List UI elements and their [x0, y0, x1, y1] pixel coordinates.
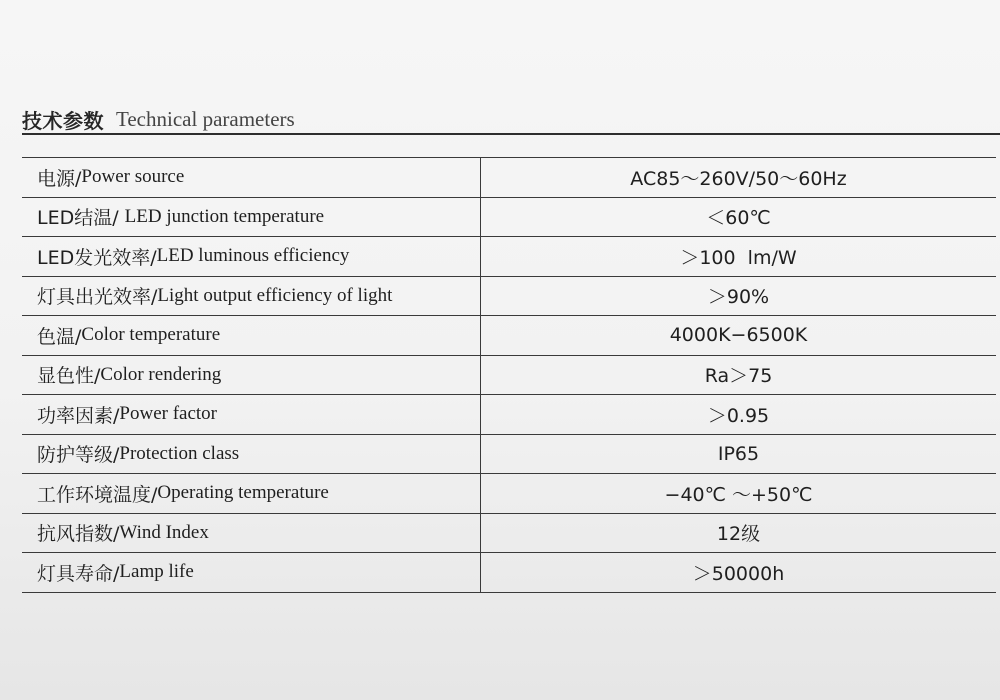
- table-row: [22, 277, 996, 317]
- table-row: [22, 474, 996, 514]
- parameter-label: [22, 514, 481, 553]
- table-row: [22, 514, 996, 554]
- heading-title-cn: 技术参数: [22, 108, 104, 133]
- label-en: Lamp life: [119, 561, 194, 583]
- label-cn: 显色性/: [37, 365, 101, 388]
- technical-parameters-table: [22, 157, 996, 593]
- table-row: [22, 356, 996, 396]
- parameter-label: [22, 474, 481, 513]
- label-cn: 防护等级/: [37, 444, 120, 467]
- parameter-label: [22, 158, 481, 197]
- parameter-value: AC85～260V/50～60Hz: [630, 167, 847, 190]
- parameter-value: Ra＞75: [704, 365, 773, 388]
- heading-divider: [22, 133, 1000, 135]
- label-en: Power factor: [119, 403, 218, 425]
- parameter-label: [22, 553, 481, 592]
- label-cn: 功率因素/: [37, 404, 120, 427]
- label-en: Wind Index: [119, 521, 209, 543]
- table-row: [22, 553, 996, 593]
- parameter-value: ＞90%: [707, 286, 770, 309]
- table-row: [22, 435, 996, 475]
- parameter-label: [22, 277, 481, 316]
- parameter-value: IP65: [717, 442, 760, 465]
- parameter-label: [22, 435, 481, 474]
- parameter-value: 12级: [716, 523, 761, 546]
- label-en: LED junction temperature: [124, 205, 325, 227]
- label-en: Light output efficiency of light: [157, 284, 393, 306]
- table-row: [22, 316, 996, 356]
- label-en: LED luminous efficiency: [156, 245, 350, 267]
- parameter-label: [22, 198, 481, 237]
- label-cn: 工作环境温度/: [37, 483, 158, 506]
- label-en: Operating temperature: [157, 482, 329, 504]
- label-en: Power source: [81, 166, 185, 188]
- label-en: Protection class: [119, 442, 240, 464]
- parameter-value: ＜60℃: [706, 207, 771, 230]
- parameter-value: −40℃ ～+50℃: [664, 483, 813, 506]
- heading-title-en: Technical parameters: [116, 106, 295, 131]
- parameter-label: [22, 356, 481, 395]
- parameter-label: [22, 395, 481, 434]
- table-row: [22, 158, 996, 198]
- parameter-label: [22, 316, 481, 355]
- label-cn: LED发光效率/: [37, 246, 157, 269]
- label-cn: 灯具寿命/: [37, 562, 120, 585]
- label-en: Color temperature: [81, 324, 221, 346]
- parameter-value: ＞0.95: [707, 404, 770, 427]
- label-cn: LED结温/: [37, 207, 125, 230]
- label-cn: 色温/: [37, 325, 82, 348]
- table-row: [22, 395, 996, 435]
- label-cn: 抗风指数/: [37, 523, 120, 546]
- label-en: Color rendering: [100, 363, 222, 385]
- table-row: [22, 198, 996, 238]
- table-row: [22, 237, 996, 277]
- label-cn: 电源/: [37, 167, 82, 190]
- label-cn: 灯具出光效率/: [37, 286, 158, 309]
- parameter-label: [22, 237, 481, 276]
- section-heading: [22, 104, 295, 134]
- parameter-value: 4000K−6500K: [669, 324, 808, 347]
- parameter-value: ＞50000h: [692, 562, 785, 585]
- parameter-value: ＞100 lm/W: [680, 246, 797, 269]
